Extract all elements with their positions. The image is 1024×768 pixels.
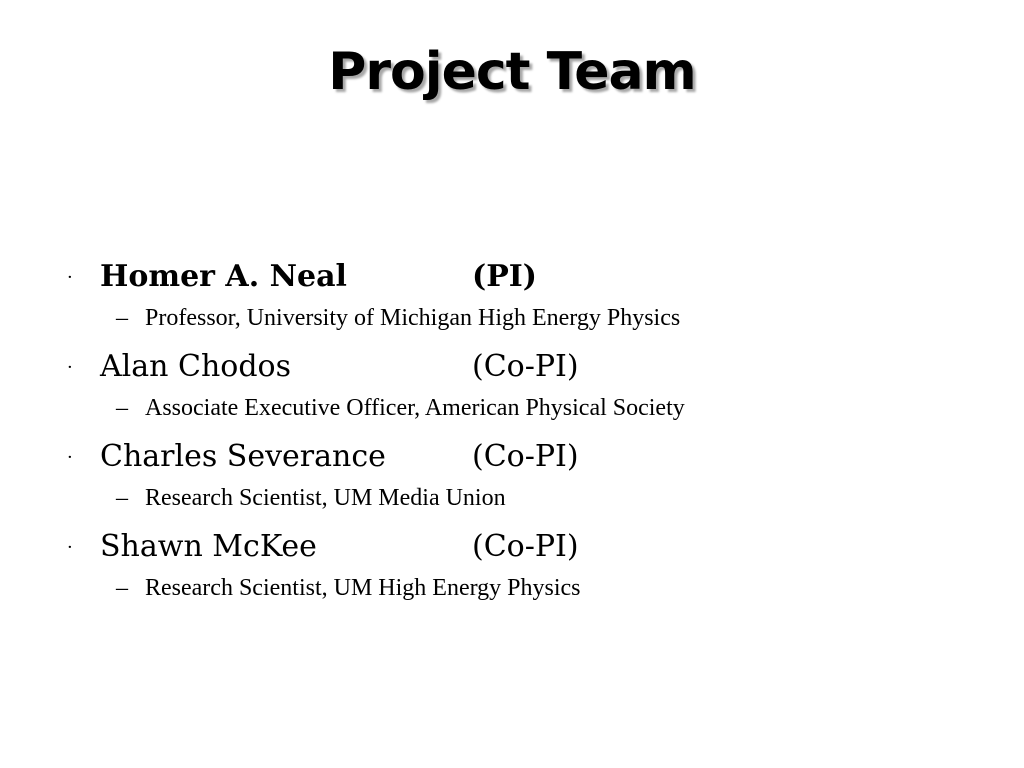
team-member-item bbox=[0, 347, 1024, 437]
member-role: (PI) bbox=[472, 259, 537, 294]
dash-icon: – bbox=[116, 395, 128, 421]
bullet-icon: · bbox=[67, 447, 73, 468]
member-affiliation: Research Scientist, UM High Energy Physics bbox=[145, 575, 581, 601]
member-affiliation: Professor, University of Michigan High Energy Physics bbox=[145, 305, 681, 331]
member-name: Shawn McKee bbox=[100, 529, 317, 564]
member-affiliation: Associate Executive Officer, American Physical Society bbox=[145, 395, 685, 421]
slide-title: Project Team bbox=[328, 42, 696, 102]
member-role: (Co-PI) bbox=[472, 349, 579, 384]
member-name: Homer A. Neal bbox=[100, 259, 347, 294]
team-member-item bbox=[0, 437, 1024, 527]
dash-icon: – bbox=[116, 575, 128, 601]
dash-icon: – bbox=[116, 305, 128, 331]
bullet-icon: · bbox=[67, 357, 73, 378]
team-member-item bbox=[0, 527, 1024, 617]
dash-icon: – bbox=[116, 485, 128, 511]
member-name: Alan Chodos bbox=[100, 349, 292, 384]
member-affiliation: Research Scientist, UM Media Union bbox=[145, 485, 506, 511]
team-member-item bbox=[0, 257, 1024, 347]
bullet-icon: · bbox=[67, 267, 73, 288]
member-role: (Co-PI) bbox=[472, 529, 579, 564]
bullet-icon: · bbox=[67, 537, 73, 558]
member-role: (Co-PI) bbox=[472, 439, 579, 474]
member-name: Charles Severance bbox=[100, 439, 386, 474]
